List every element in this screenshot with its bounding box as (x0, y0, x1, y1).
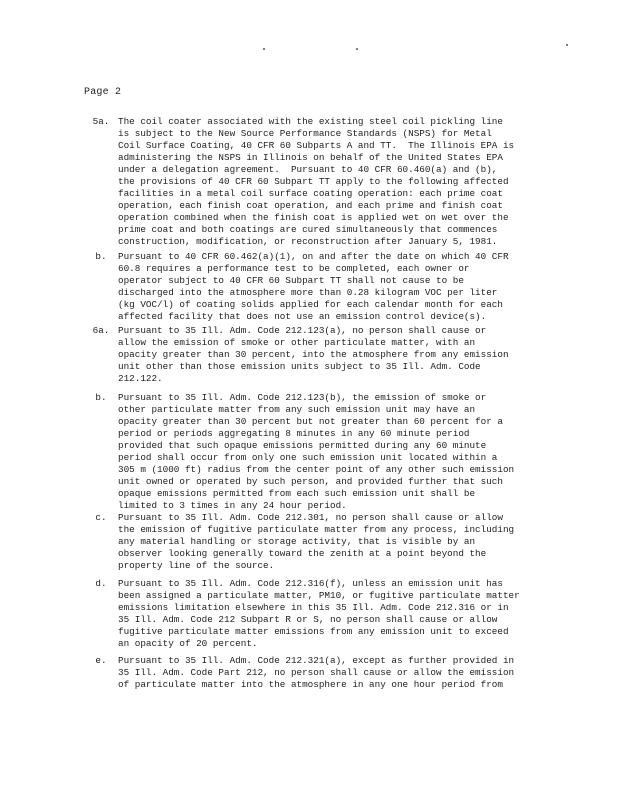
paragraph-6d (84, 578, 539, 650)
text-line: emissions limitation elsewhere in this 35 Ill. Adm. Code 212.316 or in (118, 602, 509, 613)
page-number: Page 2 (84, 87, 122, 98)
paragraph-marker: b. (95, 392, 107, 403)
text-line: under a delegation agreement. Pursuant to 40 CFR 60.460(a) and (b), (118, 164, 498, 175)
text-line: Coil Surface Coating, 40 CFR 60 Subparts A and TT. The Illinois EPA is (118, 140, 515, 151)
paragraph-marker: e. (95, 655, 107, 666)
text-line: unit owned or operated by such person, and provided further that such (118, 476, 503, 487)
text-line: the provisions of 40 CFR 60 Subpart TT apply to the following affected (118, 176, 509, 187)
paragraph-5a (84, 116, 539, 248)
text-line: affected facility that does not use an emission control device(s). (118, 311, 487, 322)
text-line: operation combined when the finish coat is applied wet on wet over the (118, 212, 509, 223)
text-line: Pursuant to 35 Ill. Adm. Code 212.123(b), the emission of smoke or (118, 392, 487, 403)
paragraph-body (118, 512, 539, 572)
text-line: 60.8 requires a performance test to be completed, each owner or (118, 263, 470, 274)
text-line: prime coat and both coatings are cured simultaneously that commences (118, 224, 498, 235)
paragraph-body (118, 116, 539, 248)
text-line: administering the NSPS in Illinois on behalf of the United States EPA (118, 152, 503, 163)
paragraph-marker: b. (95, 251, 107, 262)
scan-speck (263, 48, 265, 50)
text-line: allow the emission of smoke or other particulate matter, with an (118, 337, 476, 348)
paragraph-6a (84, 325, 539, 385)
text-line: is subject to the New Source Performance Standards (NSPS) for Metal (118, 128, 492, 139)
text-line: operator subject to 40 CFR 60 Subpart TT shall not cause to be (118, 275, 464, 286)
text-line: Pursuant to 35 Ill. Adm. Code 212.316(f), unless an emission unit has (118, 578, 503, 589)
text-line: an opacity of 20 percent. (118, 638, 258, 649)
text-line: Pursuant to 40 CFR 60.462(a)(1), on and after the date on which 40 CFR (118, 251, 509, 262)
text-line: limited to 3 times in any 24 hour period. (118, 500, 347, 511)
text-line: (kg VOC/l) of coating solids applied for each calendar month for each (118, 299, 503, 310)
text-line: property line of the source. (118, 560, 275, 571)
text-line: period shall occur from only one such emission unit located within a (118, 452, 498, 463)
text-line: Pursuant to 35 Ill. Adm. Code 212.301, no person shall cause or allow (118, 512, 503, 523)
text-line: been assigned a particulate matter, PM10, or fugitive particulate matter (118, 590, 520, 601)
text-line: 305 m (1000 ft) radius from the center point of any other such emission (118, 464, 515, 475)
paragraph-5b (84, 251, 539, 323)
text-line: construction, modification, or reconstruction after January 5, 1981. (118, 236, 498, 247)
text-line: fugitive particulate matter emissions from any emission unit to exceed (118, 626, 509, 637)
paragraph-marker: 5a. (92, 116, 110, 127)
text-line: 35 Ill. Adm. Code Part 212, no person shall cause or allow the emission (118, 667, 515, 678)
text-line: unit other than those emission units subject to 35 Ill. Adm. Code (118, 361, 481, 372)
paragraph-6b (84, 392, 539, 512)
scan-speck (356, 48, 358, 50)
text-line: Pursuant to 35 Ill. Adm. Code 212.123(a), no person shall cause or (118, 325, 487, 336)
text-line: facilities in a metal coil surface coating operation: each prime coat (118, 188, 503, 199)
text-line: observer looking generally toward the zenith at a point beyond the (118, 548, 487, 559)
text-line: Pursuant to 35 Ill. Adm. Code 212.321(a), except as further provided in (118, 655, 515, 666)
text-line: period or periods aggregating 8 minutes in any 60 minute period (118, 428, 470, 439)
text-line: other particulate matter from any such emission unit may have an (118, 404, 476, 415)
paragraph-body (118, 392, 539, 512)
paragraph-body (118, 251, 539, 323)
paragraph-marker: d. (95, 578, 107, 589)
text-line: opacity greater than 30 percent, into the atmosphere from any emission (118, 349, 509, 360)
text-line: 212.122. (118, 373, 163, 384)
text-line: The coil coater associated with the existing steel coil pickling line (118, 116, 503, 127)
text-line: provided that such opaque emissions permitted during any 60 minute (118, 440, 487, 451)
text-line: discharged into the atmosphere more than 0.28 kilogram VOC per liter (118, 287, 498, 298)
text-line: the emission of fugitive particulate matter from any process, including (118, 524, 515, 535)
paragraph-6c (84, 512, 539, 572)
paragraph-marker: 6a. (92, 325, 110, 336)
scan-speck (566, 44, 568, 46)
text-line: operation, each finish coat operation, and each prime and finish coat (118, 200, 503, 211)
text-line: 35 Ill. Adm. Code 212 Subpart R or S, no person shall cause or allow (118, 614, 498, 625)
paragraph-6e (84, 655, 539, 691)
paragraph-body (118, 655, 539, 691)
text-line: opacity greater than 30 percent but not greater than 60 percent for a (118, 416, 503, 427)
text-line: of particulate matter into the atmosphere in any one hour period from (118, 679, 503, 690)
text-line: any material handling or storage activity, that is visible by an (118, 536, 476, 547)
text-line: opaque emissions permitted from each such emission unit shall be (118, 488, 476, 499)
paragraph-marker: c. (95, 512, 107, 523)
paragraph-body (118, 578, 539, 650)
paragraph-body (118, 325, 539, 385)
